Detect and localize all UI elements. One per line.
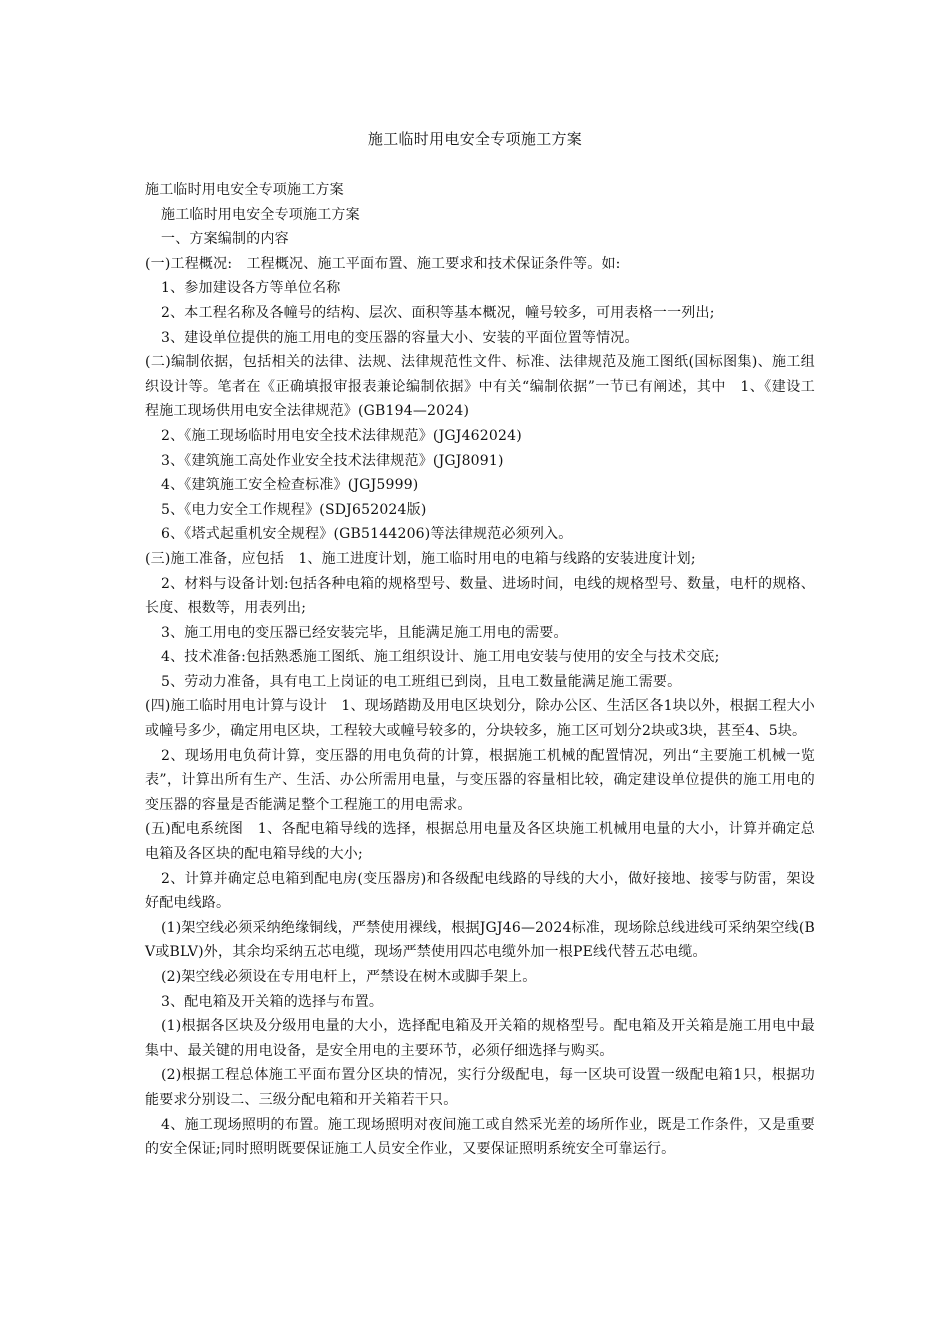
- paragraph: 2、本工程名称及各幢号的结构、层次、面积等基本概况，幢号较多，可用表格一一列出;: [161, 304, 715, 321]
- paragraph: 3、配电箱及开关箱的选择与布置。: [161, 993, 384, 1010]
- document-body: [145, 178, 815, 1162]
- paragraph: 2、现场用电负荷计算，变压器的用电负荷的计算，根据施工机械的配置情况，列出“主要施工机械一览表”，计算出所有生产、生活、办公所需用电量，与变压器的容量相比较，确定建设单位提供的施工用电的变压器的容量是否能满足整个工程施工的用电需求。: [145, 747, 815, 813]
- paragraph: (一)工程概况: 工程概况、施工平面布置、施工要求和技术保证条件等。如:: [145, 255, 621, 272]
- paragraph: (1)根据各区块及分级用电量的大小，选择配电箱及开关箱的规格型号。配电箱及开关箱是施工用电中最集中、最关键的用电设备，是安全用电的主要环节，必须仔细选择与购买。: [145, 1018, 815, 1059]
- paragraph: 2、《施工现场临时用电安全技术法律规范》(JGJ462024): [161, 427, 522, 444]
- paragraph: (三)施工准备，应包括 1、施工进度计划，施工临时用电的电箱与线路的安装进度计划;: [145, 550, 696, 567]
- paragraph: 3、施工用电的变压器已经安装完毕，且能满足施工用电的需要。: [161, 624, 568, 641]
- paragraph: 5、《电力安全工作规程》(SDJ652024版): [161, 501, 427, 518]
- paragraph: 施工临时用电安全专项施工方案: [161, 206, 360, 223]
- paragraph: (五)配电系统图 1、各配电箱导线的选择，根据总用电量及各区块施工机械用电量的大小，计算并确定总电箱及各区块的配电箱导线的大小;: [145, 821, 815, 863]
- paragraph: (1)架空线必须采纳绝缘铜线，严禁使用裸线，根据JGJ46—2024标准，现场除总线进线可采纳架空线(BV或BLV)外，其余均采纳五芯电缆，现场严禁使用四芯电缆外加一根PE线代替五芯电缆。: [145, 919, 815, 961]
- paragraph: 4、《建筑施工安全检查标准》(JGJ5999): [161, 477, 419, 494]
- paragraph: 2、材料与设备计划:包括各种电箱的规格型号、数量、进场时间，电线的规格型号、数量，电杆的规格、长度、根数等，用表列出;: [145, 575, 815, 617]
- paragraph: 5、劳动力准备，具有电工上岗证的电工班组已到岗，且电工数量能满足施工需要。: [161, 673, 682, 690]
- paragraph: 1、参加建设各方等单位名称: [161, 280, 341, 297]
- paragraph: (2)根据工程总体施工平面布置分区块的情况，实行分级配电，每一区块可设置一级配电箱1只，根据功能要求分别设二、三级分配电箱和开关箱若干只。: [145, 1067, 815, 1108]
- paragraph: (四)施工临时用电计算与设计 1、现场踏勘及用电区块划分，除办公区、生活区各1块以外，根据工程大小或幢号多少，确定用电区块，工程较大或幢号较多的，分块较多，施工区可划分2块或3块，甚至4、5块。: [145, 698, 815, 740]
- paragraph: 4、技术准备:包括熟悉施工图纸、施工组织设计、施工用电安装与使用的安全与技术交底;: [161, 649, 720, 666]
- paragraph: 施工临时用电安全专项施工方案: [145, 182, 344, 198]
- paragraph: (2)架空线必须设在专用电杆上，严禁设在树木或脚手架上。: [161, 969, 537, 985]
- paragraph: (二)编制依据，包括相关的法律、法规、法律规范性文件、标准、法律规范及施工图纸(国标图集)、施工组织设计等。笔者在《正确填报审报表兼论编制依据》中有关“编制依据”一节已有阐述，其中 1、《建设工程施工现场供用电安全法律规范》(GB194—2024): [145, 354, 815, 420]
- document-title: 施工临时用电安全专项施工方案: [367, 130, 583, 148]
- paragraph: 一、方案编制的内容: [161, 231, 289, 248]
- paragraph: 3、《建筑施工高处作业安全技术法律规范》(JGJ8091): [161, 452, 504, 469]
- paragraph: 4、施工现场照明的布置。施工现场照明对夜间施工或自然采光差的场所作业，既是工作条件，又是重要的安全保证;同时照明既要保证施工人员安全作业，又要保证照明系统安全可靠运行。: [145, 1116, 815, 1158]
- paragraph: 2、计算并确定总电箱到配电房(变压器房)和各级配电线路的导线的大小，做好接地、接零与防雷，架设好配电线路。: [145, 870, 815, 912]
- paragraph: 3、建设单位提供的施工用电的变压器的容量大小、安装的平面位置等情况。: [161, 329, 639, 346]
- paragraph: 6、《塔式起重机安全规程》(GB5144206)等法律规范必须列入。: [161, 526, 573, 543]
